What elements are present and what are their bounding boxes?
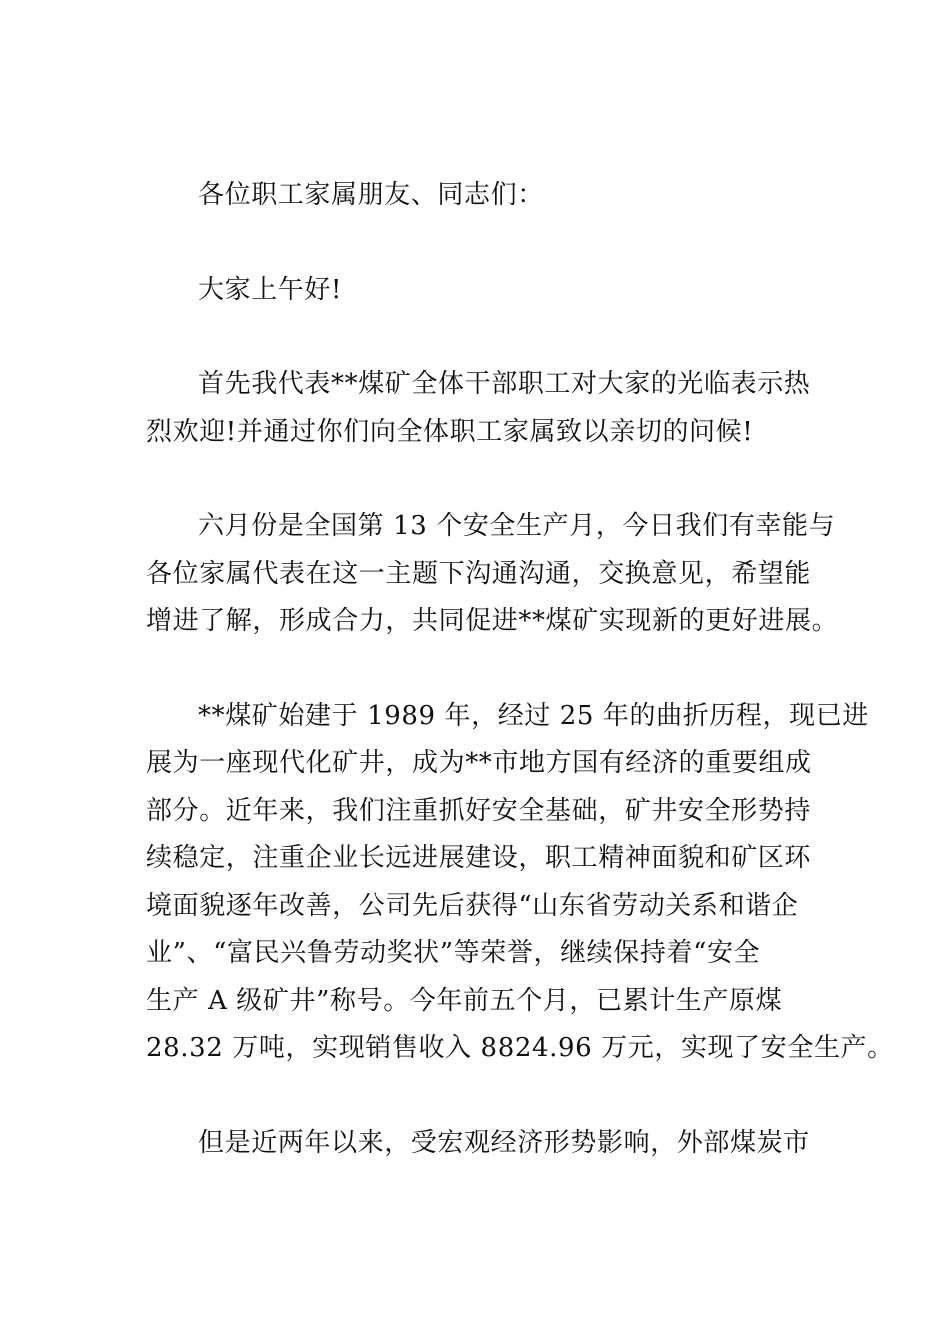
text-line: 部分。近年来，我们注重抓好安全基础，矿井安全形势持 [146, 795, 812, 826]
text-line: 首先我代表**煤矿全体干部职工对大家的光临表示热 [198, 369, 811, 399]
salutation-paragraph [146, 172, 808, 220]
text-line: 烈欢迎!并通过你们向全体职工家属致以亲切的问候! [146, 416, 754, 447]
text-line: 续稳定，注重企业长远进展建设，职工精神面貌和矿区环 [146, 843, 812, 873]
text-line: 但是近两年以来，受宏观经济形势影响，外部煤炭市 [198, 1127, 810, 1158]
safety-month-paragraph [146, 503, 839, 646]
text-line: 各位家属代表在这一主题下沟通沟通，交换意见，希望能 [146, 558, 812, 589]
text-line: 展为一座现代化矿井，成为**市地方国有经济的重要组成 [146, 748, 812, 778]
text-line: 各位职工家属朋友、同志们： [198, 180, 544, 210]
text-line: 增进了解，形成合力，共同促进**煤矿实现新的更好进展。 [146, 606, 839, 636]
market-paragraph [146, 1120, 808, 1168]
text-line: 六月份是全国第 13 个安全生产月，今日我们有幸能与 [198, 511, 836, 541]
text-line: 生产 A 级矿井”称号。今年前五个月，已累计生产原煤 [146, 985, 783, 1016]
text-line: 大家上午好! [198, 274, 343, 305]
mine-history-paragraph [146, 693, 894, 1073]
greeting-paragraph [146, 267, 808, 315]
document-body [146, 172, 894, 1214]
text-line: 境面貌逐年改善，公司先后获得“山东省劳动关系和谐企 [146, 890, 799, 921]
text-line: 28.32 万吨，实现销售收入 8824.96 万元，实现了安全生产。 [146, 1033, 894, 1063]
welcome-paragraph [146, 361, 811, 456]
text-line: 业”、“富民兴鲁劳动奖状”等荣誉，继续保持着“安全 [146, 938, 761, 968]
text-line: **煤矿始建于 1989 年，经过 25 年的曲折历程，现已进 [198, 700, 869, 731]
